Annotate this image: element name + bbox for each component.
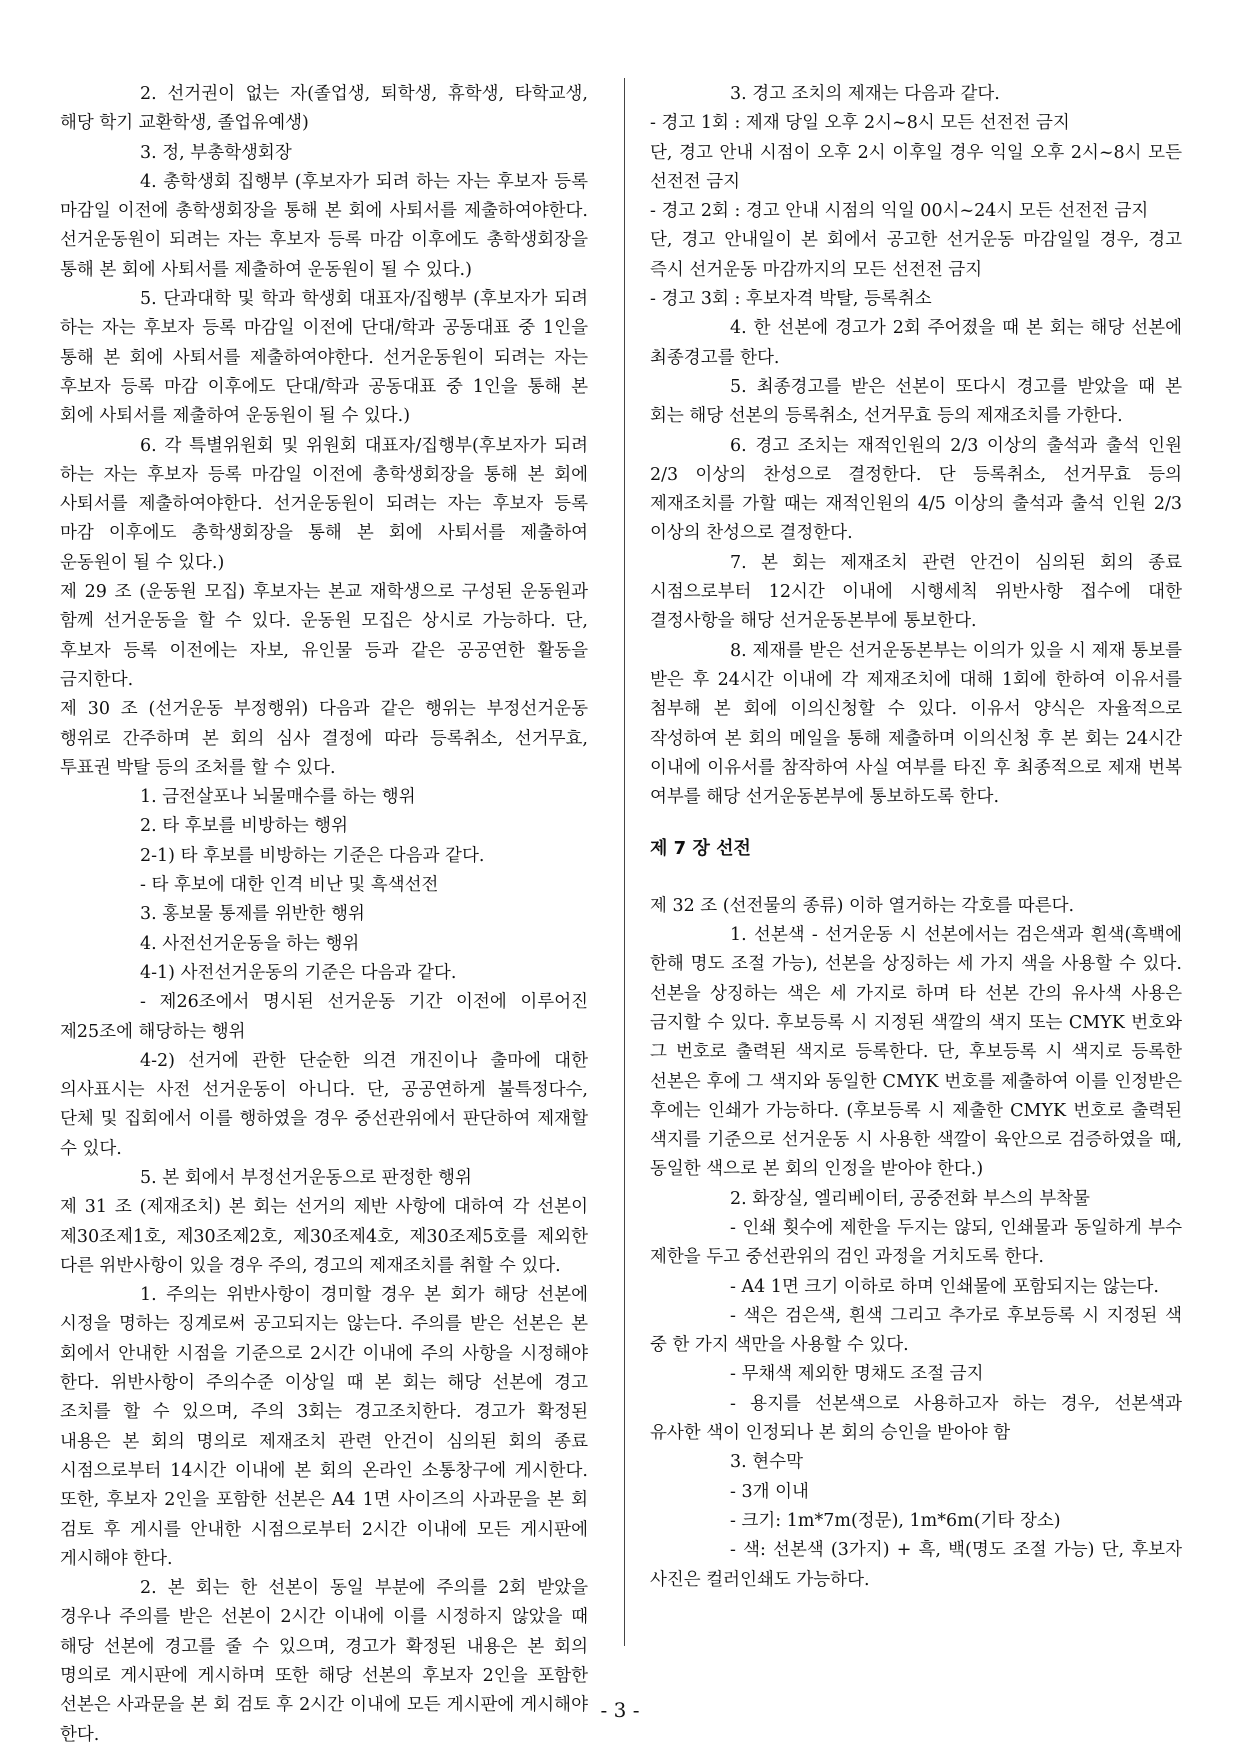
clause-item: 3. 홍보물 통제를 위반한 행위 bbox=[140, 904, 365, 925]
clause-item: - 색: 선본색 (3가지) + 흑, 백(명도 조절 가능) 단, 후보자 사진은 컬러인쇄도 가능하다. bbox=[650, 1540, 1182, 1590]
article-paragraph: - 경고 2회 : 경고 안내 시점의 익일 00시~24시 모든 선전전 금지 bbox=[650, 201, 1149, 222]
clause-item: 4. 사전선거운동을 하는 행위 bbox=[140, 933, 360, 954]
clause-item: 3. 현수막 bbox=[730, 1452, 803, 1473]
clause-item: - 제26조에서 명시된 선거운동 기간 이전에 이루어진 제25조에 해당하는 행위 bbox=[60, 992, 588, 1042]
clause-item: 2. 선거권이 없는 자(졸업생, 퇴학생, 휴학생, 타학교생, 해당 학기 교환학생, 졸업유예생) bbox=[60, 84, 588, 134]
article-paragraph: 제 29 조 (운동원 모집) 후보자는 본교 재학생으로 구성된 운동원과 함께 선거운동을 할 수 있다. 운동원 모집은 상시로 가능하다. 단, 후보자 등록 이전에는 자보, 유인물 등과 같은 공공연한 활동을 금지한다. bbox=[60, 582, 588, 690]
clause-item: - 색은 검은색, 흰색 그리고 추가로 후보등록 시 지정된 색 중 한 가지 색만을 사용할 수 있다. bbox=[650, 1305, 1182, 1356]
clause-item: 1. 금전살포나 뇌물매수를 하는 행위 bbox=[140, 787, 416, 808]
article-paragraph: 제 32 조 (선전물의 종류) 이하 열거하는 각호를 따른다. bbox=[650, 895, 1075, 916]
clause-item: 6. 각 특별위원회 및 위원회 대표자/집행부(후보자가 되려 하는 자는 후보자 등록 마감일 이전에 총학생회장을 통해 본 회에 사퇴서를 제출하여야한다. 선거운동원이 되려는 자는 후보자 등록 마감 이후에도 총학생회장을 통해 본 회에 사퇴서를 제출하여 운동원이 될 수 있다.) bbox=[60, 435, 588, 573]
clause-item: 4-1) 사전선거운동의 기준은 다음과 같다. bbox=[140, 962, 457, 983]
clause-item: 7. 본 회는 제재조치 관련 안건이 심의된 회의 종료 시점으로부터 12시간 이내에 시행세칙 위반사항 접수에 대한 결정사항을 해당 선거운동본부에 통보한다. bbox=[650, 552, 1182, 632]
clause-item: - 타 후보에 대한 인격 비난 및 흑색선전 bbox=[140, 875, 439, 896]
article-paragraph: - 경고 1회 : 제재 당일 오후 2시~8시 모든 선전전 금지 bbox=[650, 113, 1070, 134]
clause-item: 2. 화장실, 엘리베이터, 공중전화 부스의 부착물 bbox=[730, 1188, 1090, 1209]
chapter-heading: 제 7 장 선전 bbox=[650, 838, 751, 860]
article-paragraph: 제 31 조 (제재조치) 본 회는 선거의 제반 사항에 대하여 각 선본이 제30조제1호, 제30조제2호, 제30조제4호, 제30조제5호를 제외한 다른 위반사항이 있을 경우 주의, 경고의 제재조치를 취할 수 있다. bbox=[60, 1197, 588, 1276]
clause-item: - 무채색 제외한 명채도 조절 금지 bbox=[730, 1364, 984, 1385]
clause-item: 2. 타 후보를 비방하는 행위 bbox=[140, 816, 348, 837]
clause-item: 4. 총학생회 집행부 (후보자가 되려 하는 자는 후보자 등록 마감일 이전에 총학생회장을 통해 본 회에 사퇴서를 제출하여야한다. 선거운동원이 되려는 자는 후보자 등록 마감 이후에도 총학생회장을 통해 본 회에 사퇴서를 제출하여 운동원이 될 수 있다.) bbox=[60, 171, 588, 280]
clause-item: 5. 최종경고를 받은 선본이 또다시 경고를 받았을 때 본 회는 해당 선본의 등록취소, 선거무효 등의 제재조치를 가한다. bbox=[650, 376, 1182, 427]
clause-item: 6. 경고 조치는 재적인원의 2/3 이상의 출석과 출석 인원 2/3 이상의 찬성으로 결정한다. 단 등록취소, 선거무효 등의 제재조치를 가할 때는 재적인원의 4/5 이상의 출석과 출석 인원 2/3 이상의 찬성으로 결정한다. bbox=[650, 435, 1182, 544]
clause-item: - 크기: 1m*7m(정문), 1m*6m(기타 장소) bbox=[730, 1510, 1061, 1531]
page-number: - 3 - bbox=[600, 1698, 640, 1722]
article-paragraph: 제 30 조 (선거운동 부정행위) 다음과 같은 행위는 부정선거운동 행위로 간주하며 본 회의 심사 결정에 따라 등록취소, 선거무효, 투표권 박탈 등의 조처를 할 수 있다. bbox=[60, 699, 588, 778]
clause-item: - 인쇄 횟수에 제한을 두지는 않되, 인쇄물과 동일하게 부수 제한을 두고 중선관위의 검인 과정을 거치도록 한다. bbox=[650, 1217, 1182, 1268]
article-paragraph: 단, 경고 안내 시점이 오후 2시 이후일 경우 익일 오후 2시~8시 모든 선전전 금지 bbox=[650, 142, 1182, 192]
article-paragraph: 단, 경고 안내일이 본 회에서 공고한 선거운동 마감일일 경우, 경고 즉시 선거운동 마감까지의 모든 선전전 금지 bbox=[650, 230, 1182, 280]
clause-item: 5. 단과대학 및 학과 학생회 대표자/집행부 (후보자가 되려 하는 자는 후보자 등록 마감일 이전에 단대/학과 공동대표 중 1인을 통해 본 회에 사퇴서를 제출하여야한다. 선거운동원이 되려는 자는 후보자 등록 마감 이후에도 단대/학과 공동대표 중 1인을 통해 본 회에 사퇴서를 제출하여 운동원이 될 수 있다.) bbox=[60, 289, 588, 427]
clause-item: 2. 본 회는 한 선본이 동일 부분에 주의를 2회 받았을 경우나 주의를 받은 선본이 2시간 이내에 이를 시정하지 않았을 때 해당 선본에 경고를 줄 수 있으며, 경고가 확정된 내용은 본 회의 명의로 게시판에 게시하며 또한 해당 선본의 후보자 2인을 포함한 선본은 사과문을 본 회 검토 후 2시간 이내에 모든 게시판에 게시해야 한다. bbox=[60, 1578, 588, 1745]
clause-item: - 3개 이내 bbox=[730, 1481, 809, 1502]
clause-item: 3. 정, 부총학생회장 bbox=[140, 142, 292, 163]
clause-item: - 용지를 선본색으로 사용하고자 하는 경우, 선본색과 유사한 색이 인정되나 본 회의 승인을 받아야 함 bbox=[650, 1393, 1182, 1444]
clause-item: - A4 1면 크기 이하로 하며 인쇄물에 포함되지는 않는다. bbox=[730, 1276, 1159, 1297]
clause-item: 1. 주의는 위반사항이 경미할 경우 본 회가 해당 선본에 시정을 명하는 징계로써 공고되지는 않는다. 주의를 받은 선본은 본 회에서 안내한 시점을 기준으로 2시간 이내에 주의 사항을 시정해야 한다. 위반사항이 주의수준 이상일 때 본 회는 해당 선본에 경고 조치를 할 수 있으며, 주의 3회는 경고조치한다. 경고가 확정된 내용은 본 회의 명의로 제재조치 관련 안건이 심의된 회의 종료 시점으로부터 14시간 이내에 본 회의 온라인 소통창구에 게시한다. 또한, 후보자 2인을 포함한 선본은 A4 1면 사이즈의 사과문을 본 회 검토 후 게시를 안내한 시점으로부터 2시간 이내에 모든 게시판에 게시해야 한다. bbox=[60, 1285, 588, 1569]
article-paragraph: - 경고 3회 : 후보자격 박탈, 등록취소 bbox=[650, 289, 932, 310]
clause-item: 4-2) 선거에 관한 단순한 의견 개진이나 출마에 대한 의사표시는 사전 선거운동이 아니다. 단, 공공연하게 불특정다수, 단체 및 집회에서 이를 행하였을 경우 중선관위에서 판단하여 제재할 수 있다. bbox=[60, 1050, 588, 1159]
clause-item: 8. 제재를 받은 선거운동본부는 이의가 있을 시 제재 통보를 받은 후 24시간 이내에 각 제재조치에 대해 1회에 한하여 이유서를 첨부해 본 회에 이의신청할 수 있다. 이유서 양식은 자율적으로 작성하여 본 회의 메일을 통해 제출하며 이의신청 후 본 회는 24시간 이내에 이유서를 참작하여 사실 여부를 타진 후 최종적으로 제재 번복 여부를 해당 선거운동본부에 통보하도록 한다. bbox=[650, 640, 1182, 808]
clause-item: 2-1) 타 후보를 비방하는 기준은 다음과 같다. bbox=[140, 845, 485, 866]
left-column bbox=[60, 80, 588, 1750]
column-divider bbox=[624, 78, 625, 1646]
clause-item: 4. 한 선본에 경고가 2회 주어졌을 때 본 회는 해당 선본에 최종경고를 한다. bbox=[650, 318, 1182, 368]
clause-item: 3. 경고 조치의 제재는 다음과 같다. bbox=[730, 84, 1000, 104]
clause-item: 5. 본 회에서 부정선거운동으로 판정한 행위 bbox=[140, 1167, 472, 1188]
clause-item: 1. 선본색 - 선거운동 시 선본에서는 검은색과 흰색(흑백에 한해 명도 조절 가능), 선본을 상징하는 세 가지 색을 사용할 수 있다. 선본을 상징하는 색은 세 가지로 하며 타 선본 간의 유사색 사용은 금지할 수 있다. 후보등록 시 지정된 색깔의 색지 또는 CMYK 번호와 그 번호로 출력된 색지로 등록한다. 단, 후보등록 시 색지로 등록한 선본은 후에 그 색지와 동일한 CMYK 번호를 제출하여 이를 인정받은 후에는 인쇄가 가능하다. (후보등록 시 제출한 CMYK 번호로 출력된 색지를 기준으로 선거운동 시 사용한 색깔이 육안으로 검증하였을 때, 동일한 색으로 본 회의 인정을 받아야 한다.) bbox=[650, 925, 1182, 1180]
right-column bbox=[650, 80, 1182, 1595]
